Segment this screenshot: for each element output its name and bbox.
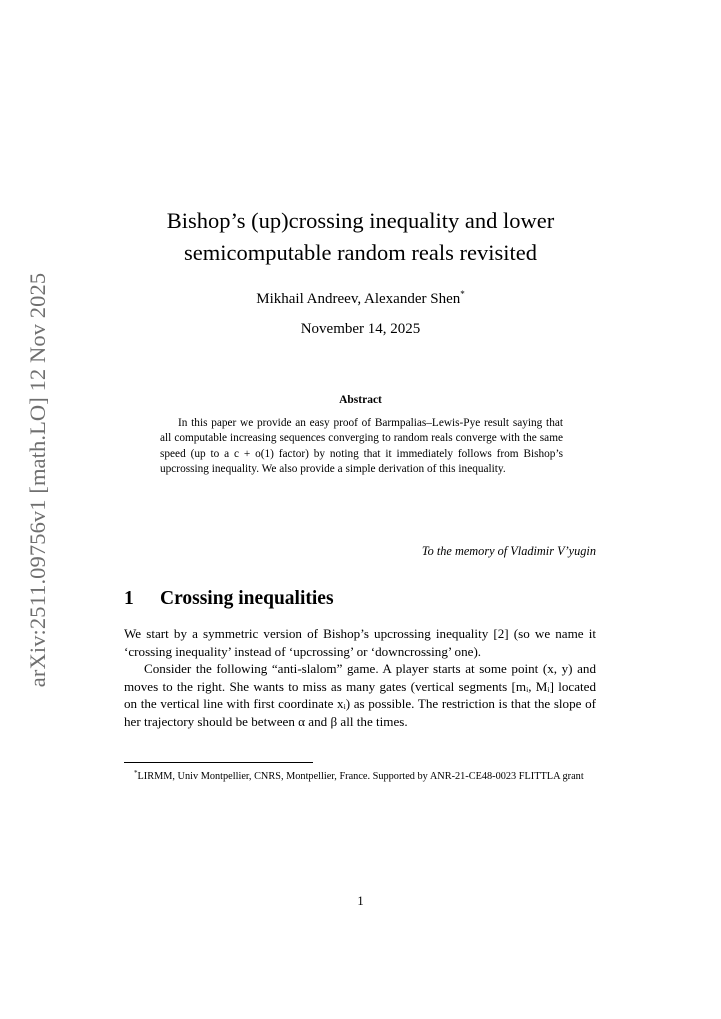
title-line-2: semicomputable random reals revisited	[183, 240, 537, 265]
footnote-divider	[124, 762, 313, 763]
dedication: To the memory of Vladimir V’yugin	[421, 544, 596, 558]
section-title: Crossing inequalities	[160, 588, 334, 609]
arxiv-identifier-stamp: arXiv:2511.09756v1 [math.LO] 12 Nov 2025	[25, 272, 50, 688]
author-footnote-mark: *	[460, 289, 465, 299]
footnote-text: LIRMM, Univ Montpellier, CNRS, Montpellier, France. Supported by ANR-21-CE48-0023 FLITTLA grant	[137, 771, 584, 782]
author-names: Mikhail Andreev, Alexander Shen	[256, 291, 461, 307]
footnote	[124, 766, 596, 784]
section-heading	[124, 588, 334, 610]
page-number: 1	[357, 894, 364, 908]
abstract-heading: Abstract	[339, 394, 382, 406]
paper-title	[100, 205, 621, 269]
abstract-text: In this paper we provide an easy proof of Barmpalias–Lewis-Pye result saying that all computable increasing sequences converging to random reals converge with the same speed (up to a c + o(1) factor) by noting that it immediately follows from Bishop’s upcrossing inequality. We also provide a simple derivation of this inequality.	[160, 417, 563, 476]
body-paragraph-2: Consider the following “anti-slalom” game. A player starts at some point (x, y) and moves to the right. She wants to miss as many gates (vertical segments [mᵢ, Mᵢ] located on the vertical line with first coordinate xᵢ) as possible. The restriction is that the slope of her trajectory should be between α and β all the times.	[124, 661, 596, 729]
paper-date: November 14, 2025	[300, 321, 421, 337]
footnote-mark: *	[134, 769, 138, 777]
title-line-1: Bishop’s (up)crossing inequality and lower	[166, 208, 555, 233]
section-number: 1	[124, 588, 134, 609]
author-list	[100, 289, 621, 308]
body-paragraph-1: We start by a symmetric version of Bishop’s upcrossing inequality [2] (so we name it ‘crossing inequality’ instead of ‘upcrossing’ or ‘downcrossing’ one).	[124, 626, 596, 659]
